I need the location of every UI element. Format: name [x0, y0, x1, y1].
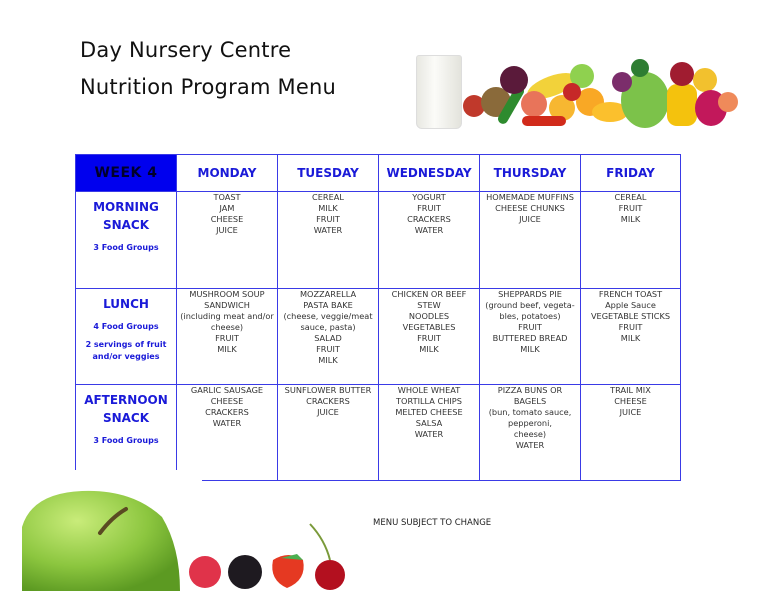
menu-cell: CEREAL MILK FRUIT WATER	[278, 192, 379, 289]
week-label: WEEK 4	[76, 155, 177, 192]
day-thursday: THURSDAY	[480, 155, 581, 192]
menu-cell: TOAST JAM CHEESE JUICE	[177, 192, 278, 289]
lunch-row	[76, 289, 681, 385]
title-line-1: Day Nursery Centre	[80, 38, 292, 62]
servings-note: 2 servings of fruit and/or veggies	[85, 340, 167, 361]
menu-cell: HOMEMADE MUFFINS CHEESE CHUNKS JUICE	[480, 192, 581, 289]
table-bottom-gap	[75, 470, 202, 484]
day-friday: FRIDAY	[581, 155, 681, 192]
menu-cell: TRAIL MIX CHEESE JUICE	[581, 385, 681, 481]
menu-cell: MOZZARELLA PASTA BAKE (cheese, veggie/meat sauce, pasta) SALAD FRUIT MILK	[278, 289, 379, 385]
day-monday: MONDAY	[177, 155, 278, 192]
menu-cell: CHICKEN OR BEEF STEW NOODLES VEGETABLES FRUIT MILK	[379, 289, 480, 385]
menu-cell: SUNFLOWER BUTTER CRACKERS JUICE	[278, 385, 379, 481]
menu-cell: SHEPPARDS PIE (ground beef, vegeta- bles, potatoes) FRUIT BUTTERED BREAD MILK	[480, 289, 581, 385]
menu-cell: CEREAL FRUIT MILK	[581, 192, 681, 289]
food-groups-note: 3 Food Groups	[93, 243, 159, 252]
meal-title: AFTERNOON SNACK	[84, 393, 168, 425]
fruits-vegetables-image	[462, 58, 738, 130]
meal-label-afternoon-snack	[76, 385, 177, 481]
menu-table	[75, 154, 681, 481]
afternoon-snack-row	[76, 385, 681, 481]
food-groups-note: 3 Food Groups	[93, 436, 159, 445]
food-groups-note: 4 Food Groups	[93, 322, 159, 331]
day-header-row	[76, 155, 681, 192]
meal-title: LUNCH	[103, 297, 149, 311]
menu-change-note: MENU SUBJECT TO CHANGE	[373, 518, 492, 528]
meal-label-lunch	[76, 289, 177, 385]
menu-cell: YOGURT FRUIT CRACKERS WATER	[379, 192, 480, 289]
menu-cell: WHOLE WHEAT TORTILLA CHIPS MELTED CHEESE SALSA WATER	[379, 385, 480, 481]
menu-cell: MUSHROOM SOUP SANDWICH (including meat and/or cheese) FRUIT MILK	[177, 289, 278, 385]
meal-title: MORNING SNACK	[93, 200, 159, 232]
morning-snack-row	[76, 192, 681, 289]
menu-cell: PIZZA BUNS OR BAGELS (bun, tomato sauce, pepperoni, cheese) WATER	[480, 385, 581, 481]
green-apple-image	[22, 487, 182, 591]
day-tuesday: TUESDAY	[278, 155, 379, 192]
menu-cell: GARLIC SAUSAGE CHEESE CRACKERS WATER	[177, 385, 278, 481]
meal-label-morning-snack	[76, 192, 177, 289]
berries-image	[185, 520, 355, 590]
day-wednesday: WEDNESDAY	[379, 155, 480, 192]
milk-glass-image	[416, 55, 462, 129]
title-line-2: Nutrition Program Menu	[80, 75, 336, 99]
menu-cell: FRENCH TOAST Apple Sauce VEGETABLE STICKS FRUIT MILK	[581, 289, 681, 385]
